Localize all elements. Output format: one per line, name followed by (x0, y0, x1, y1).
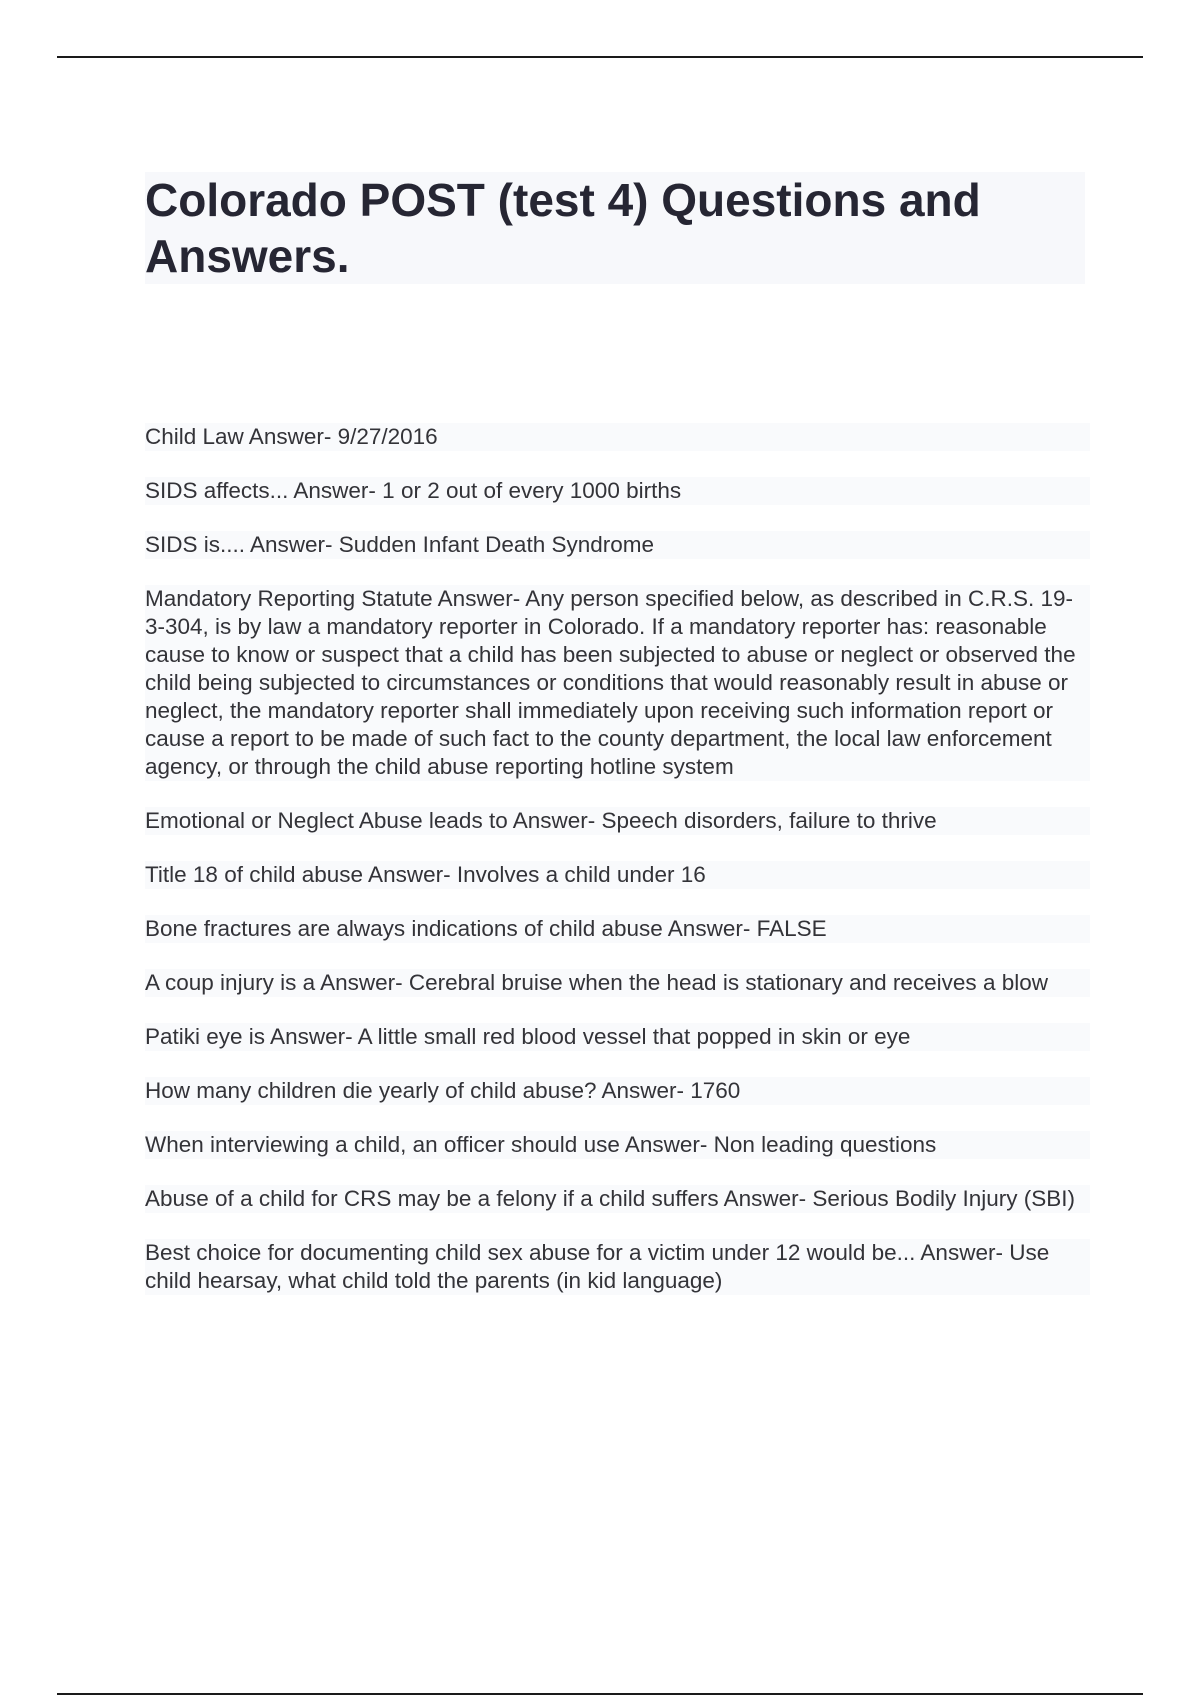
qa-item: A coup injury is a Answer- Cerebral bruise when the head is stationary and receives a blow (145, 969, 1090, 997)
document-title: Colorado POST (test 4) Questions and Answers. (145, 174, 981, 282)
qa-item: Abuse of a child for CRS may be a felony if a child suffers Answer- Serious Bodily Injury (SBI) (145, 1185, 1090, 1213)
qa-item: How many children die yearly of child abuse? Answer- 1760 (145, 1077, 1090, 1105)
page-top-rule (57, 56, 1143, 58)
title-block (145, 172, 1085, 284)
qa-item: Best choice for documenting child sex abuse for a victim under 12 would be... Answer- Use child hearsay, what child told the parents (in kid language) (145, 1239, 1090, 1295)
qa-item: Child Law Answer- 9/27/2016 (145, 423, 1090, 451)
page-bottom-rule (57, 1693, 1143, 1695)
qa-item: Patiki eye is Answer- A little small red blood vessel that popped in skin or eye (145, 1023, 1090, 1051)
qa-item: SIDS affects... Answer- 1 or 2 out of every 1000 births (145, 477, 1090, 505)
qa-item: SIDS is.... Answer- Sudden Infant Death Syndrome (145, 531, 1090, 559)
qa-item: Title 18 of child abuse Answer- Involves a child under 16 (145, 861, 1090, 889)
qa-item: Emotional or Neglect Abuse leads to Answer- Speech disorders, failure to thrive (145, 807, 1090, 835)
qa-item: Bone fractures are always indications of child abuse Answer- FALSE (145, 915, 1090, 943)
qa-item: When interviewing a child, an officer should use Answer- Non leading questions (145, 1131, 1090, 1159)
qa-list (145, 423, 1090, 1321)
qa-item: Mandatory Reporting Statute Answer- Any person specified below, as described in C.R.S. 19-3-304, is by law a mandatory reporter in Colorado. If a mandatory reporter has: reasonable cause to know or suspect that a child has been subjected to abuse or neglect or observed the child being subjected to circumstances or conditions that would reasonably result in abuse or neglect, the mandatory reporter shall immediately upon receiving such information report or cause a report to be made of such fact to the county department, the local law enforcement agency, or through the child abuse reporting hotline system (145, 585, 1090, 781)
